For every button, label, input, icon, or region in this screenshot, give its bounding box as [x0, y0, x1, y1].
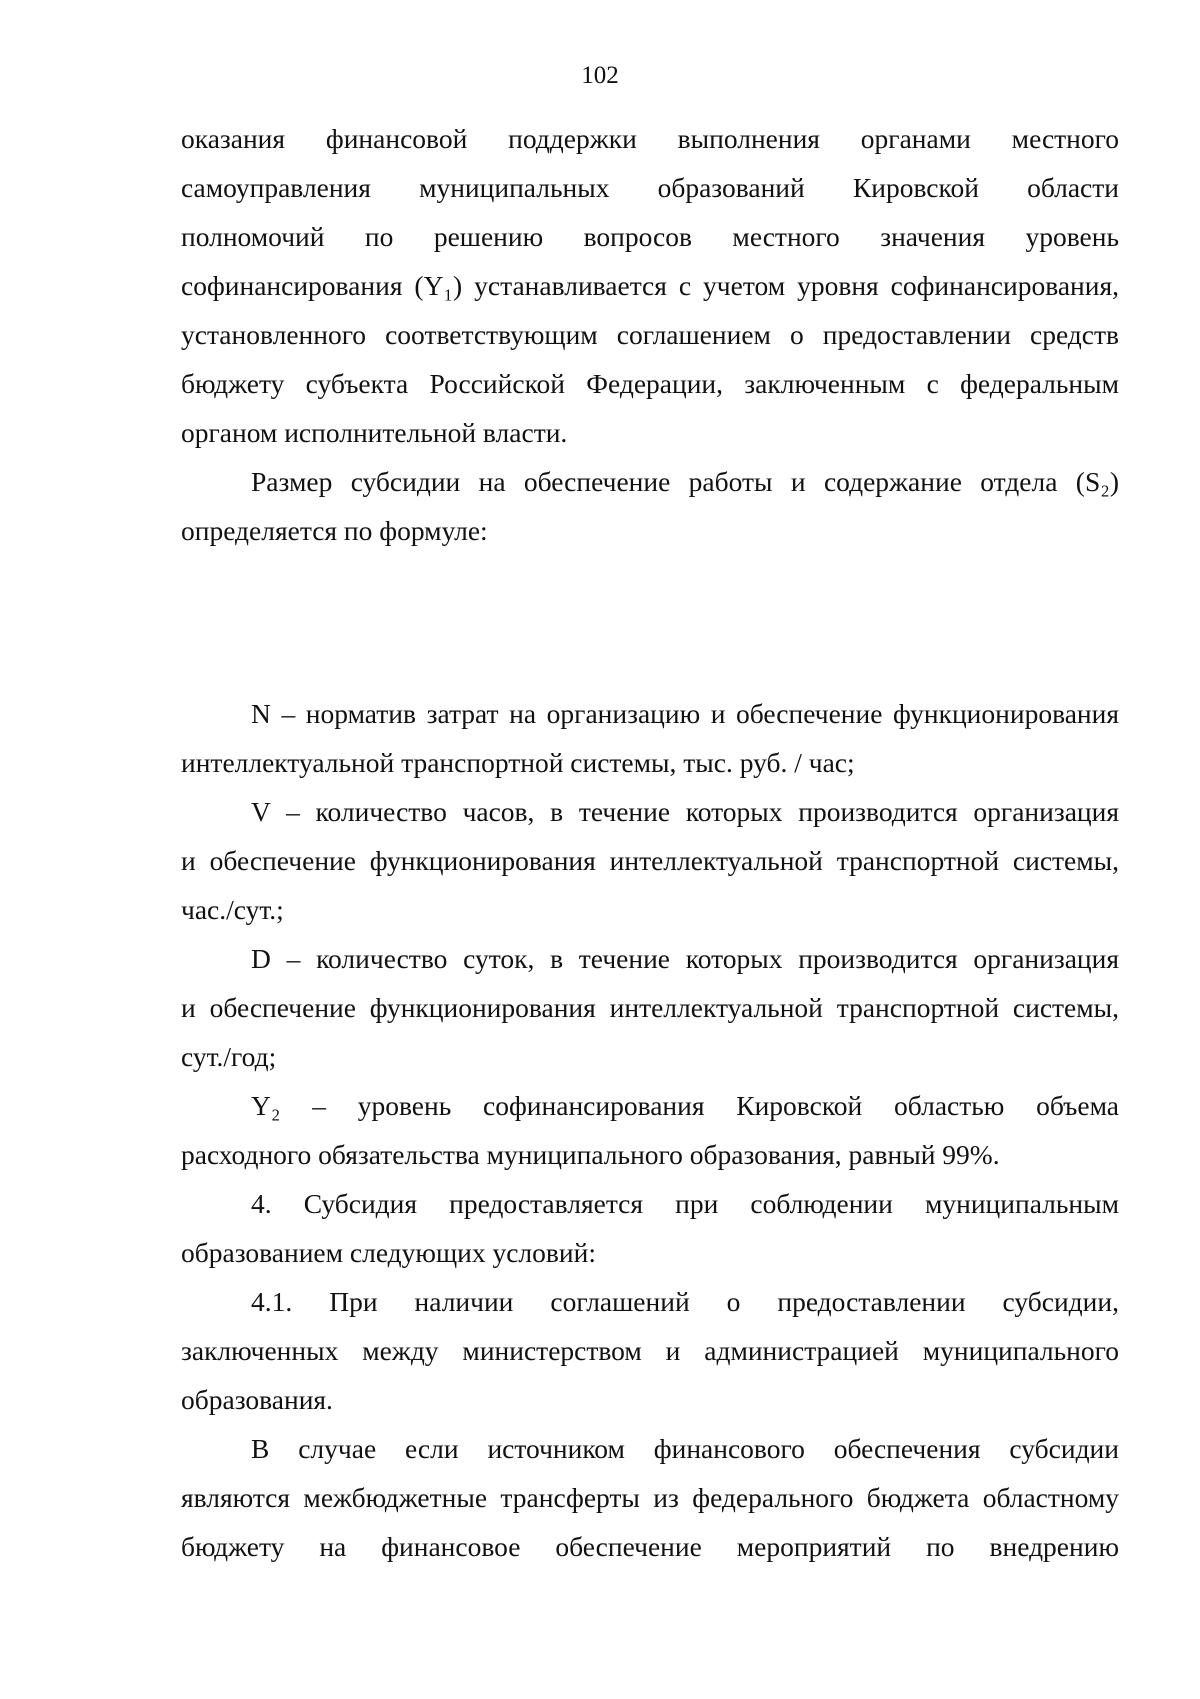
text-line: сут./год; — [181, 1041, 277, 1072]
text-line: D – количество суток, в течение которых производится организация — [251, 943, 1119, 974]
text-line: самоуправления муниципальных образований Кировской области — [181, 172, 1119, 203]
text-line: и обеспечение функционирования интеллектуальной транспортной системы, — [181, 845, 1119, 876]
text-line: V – количество часов, в течение которых производится организация — [251, 796, 1119, 827]
formula — [181, 598, 1119, 647]
text-line: 4.1. При наличии соглашений о предоставлении субсидии, — [251, 1286, 1119, 1317]
text-line: заключенных между министерством и администрацией муниципального — [181, 1335, 1119, 1366]
definition-d — [181, 934, 1119, 1081]
document-body — [181, 114, 1119, 1571]
paragraph-cofinancing-level — [181, 114, 1119, 457]
text-line: 4. Субсидия предоставляется при соблюдении муниципальным — [251, 1188, 1119, 1219]
paragraph-federal-transfers — [181, 1424, 1119, 1571]
definition-n — [181, 689, 1119, 787]
text-line: расходного обязательства муниципального образования, равный 99%. — [181, 1139, 1000, 1170]
text-line: определяется по формуле: — [181, 515, 488, 546]
page-number: 102 — [581, 62, 619, 89]
text-line: являются межбюджетные трансферты из федерального бюджета областному — [181, 1482, 1119, 1513]
text-line: Размер субсидии на обеспечение работы и содержание отдела (S₂) — [251, 466, 1119, 497]
paragraph-section-4-1 — [181, 1277, 1119, 1424]
text-line: органом исполнительной власти. — [181, 417, 568, 448]
text-line: образованием следующих условий: — [181, 1237, 596, 1268]
text-line: час./сут.; — [181, 894, 284, 925]
text-line: образования. — [181, 1384, 333, 1415]
text-line: софинансирования (Y₁) устанавливается с учетом уровня софинансирования, — [181, 270, 1119, 301]
text-line: N – норматив затрат на организацию и обеспечение функционирования — [251, 698, 1119, 729]
text-line: бюджету на финансовое обеспечение мероприятий по внедрению — [181, 1531, 1119, 1562]
text-line: и обеспечение функционирования интеллектуальной транспортной системы, — [181, 992, 1119, 1023]
definition-v — [181, 787, 1119, 934]
paragraph-subsidy-size — [181, 457, 1119, 555]
text-line: полномочий по решению вопросов местного значения уровень — [181, 221, 1119, 252]
definition-y2 — [181, 1081, 1119, 1179]
text-line: интеллектуальной транспортной системы, тыс. руб. / час; — [181, 747, 855, 778]
text-line: В случае если источником финансового обеспечения субсидии — [251, 1433, 1119, 1464]
text-line: Y₂ – уровень софинансирования Кировской областью объема — [251, 1090, 1119, 1121]
text-line: оказания финансовой поддержки выполнения органами местного — [181, 123, 1119, 154]
paragraph-section-4 — [181, 1179, 1119, 1277]
text-line: установленного соответствующим соглашением о предоставлении средств — [181, 319, 1119, 350]
text-line: бюджету субъекта Российской Федерации, заключенным с федеральным — [181, 368, 1119, 399]
